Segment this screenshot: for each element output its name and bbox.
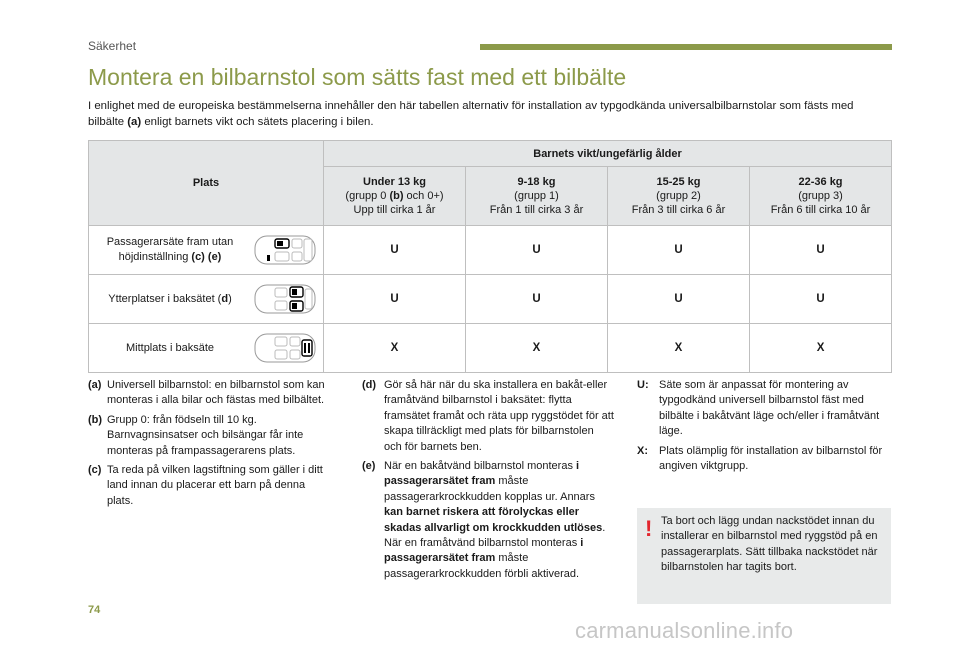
value-cell: X — [608, 324, 750, 373]
weight-grupp: (grupp 2) — [656, 190, 701, 202]
note-text-bold: i passagerarsätet fram — [384, 460, 580, 488]
notes-right — [637, 378, 891, 478]
value-cell: U — [324, 226, 466, 275]
warning-text: Ta bort och lägg undan nackstödet innan du installerar en bilbarnstol med ryggstöd på en passagerarplats. Sätt tillbaka nackstödet när bilbarnstolen har tagits bort. — [661, 515, 878, 574]
note-item — [88, 413, 328, 459]
weight-age: Från 1 till cirka 3 år — [489, 204, 584, 216]
table-row — [89, 275, 892, 324]
weight-grupp: (grupp 3) — [798, 190, 843, 202]
warning-icon: ! — [645, 516, 653, 541]
value-cell: U — [466, 226, 608, 275]
table-row — [89, 324, 892, 373]
place-label — [95, 235, 245, 265]
place-ref: (c) (e) — [191, 251, 222, 263]
note-text-part: måste passagerarkrockkudden förbli aktiverad. — [384, 552, 580, 580]
weight-kg: 15-25 kg — [656, 176, 701, 188]
place-cell — [89, 226, 324, 275]
car-rear-outer-seats-icon — [253, 281, 317, 317]
place-label — [95, 292, 245, 307]
place-line1: Ytterplatser i baksätet ( — [108, 292, 222, 305]
value-cell: U — [608, 275, 750, 324]
weight-grupp-ref: (b) — [389, 190, 404, 202]
note-key: (d) — [362, 379, 377, 391]
place-cell — [89, 275, 324, 324]
notes-left — [88, 378, 328, 513]
page-title: Montera en bilbarnstol som sätts fast med ett bilbälte — [88, 64, 627, 90]
note-text: Ta reda på vilken lagstiftning som gäller i ditt land innan du placerar ett barn på denna plats. — [107, 464, 323, 507]
note-text: Plats olämplig för installation av bilbarnstol för angiven viktgrupp. — [659, 444, 883, 473]
intro-paragraph — [88, 98, 888, 130]
place-line2: höjdinställning — [118, 251, 192, 263]
place-line1: Passagerarsäte fram utan — [106, 236, 234, 248]
place-ref: d — [221, 292, 229, 305]
plats-header: Plats — [89, 141, 324, 226]
value-cell: X — [750, 324, 892, 373]
car-front-passenger-icon — [253, 232, 317, 268]
note-text: Säte som är anpassat för montering av typgodkänd universell bilbarnstol fäst med bilbälte i bakåtvänt läge och/eller i framåtvänt läge. — [659, 379, 880, 438]
weight-col-0 — [324, 167, 466, 226]
note-key: U: — [637, 379, 649, 391]
notes-middle — [362, 378, 614, 586]
section-accent-bar — [480, 44, 892, 50]
note-text-part: måste passagerarkrockkudden kopplas ur. Annars — [384, 475, 595, 503]
weight-group-header: Barnets vikt/ungefärlig ålder — [324, 141, 892, 167]
note-text-bold: kan barnet riskera att förolyckas eller skadas allvarligt om krockkudden utlöses — [384, 506, 603, 534]
weight-age: Upp till cirka 1 år — [353, 204, 436, 216]
weight-col-2 — [608, 167, 750, 226]
place-label: Mittplats i baksäte — [125, 341, 215, 354]
child-seat-table — [88, 140, 892, 373]
note-item — [88, 463, 328, 509]
weight-grupp-post: och 0+) — [403, 190, 444, 202]
value-cell: U — [608, 226, 750, 275]
note-key: (e) — [362, 460, 376, 473]
note-key: X: — [637, 444, 648, 457]
weight-age: Från 6 till cirka 10 år — [770, 204, 871, 216]
note-item — [637, 378, 891, 440]
note-text: Grupp 0: från födseln till 10 kg. Barnvagnsinsatser och bilsängar får inte monteras på frampassagerarens plats. — [107, 413, 304, 457]
note-item — [637, 444, 891, 475]
value-cell: X — [324, 324, 466, 373]
note-text-part: När en bakåtvänd bilbarnstol monteras — [384, 460, 576, 473]
weight-col-1 — [466, 167, 608, 226]
note-item — [362, 378, 614, 455]
weight-grupp-pre: (grupp 0 — [345, 190, 390, 202]
intro-ref-a: (a) — [127, 116, 142, 128]
place-cell — [89, 324, 324, 373]
weight-grupp: (grupp 1) — [514, 190, 559, 202]
warning-box — [637, 508, 891, 604]
value-cell: U — [750, 226, 892, 275]
intro-line2-post: enligt barnets vikt och sätets placering i bilen. — [141, 116, 374, 128]
note-text: Universell bilbarnstol: en bilbarnstol som kan monteras i alla bilar och fästas med bilbältet. — [107, 379, 325, 407]
page-number: 74 — [88, 604, 101, 616]
note-key: (c) — [88, 464, 102, 477]
note-text: Gör så här när du ska installera en bakåt-eller framåtvänd bilbarnstol i baksätet: flytta framsätet framåt och räta upp ryggstödet för att skapa tillräckligt med plats för bilbarnstolen och för barnets ben. — [384, 379, 614, 453]
weight-kg: Under 13 kg — [363, 176, 426, 188]
place-post: ) — [228, 292, 232, 305]
value-cell: U — [324, 275, 466, 324]
car-rear-middle-seat-icon — [253, 330, 317, 366]
value-cell: X — [466, 324, 608, 373]
weight-col-3 — [750, 167, 892, 226]
note-key: (a) — [88, 379, 102, 391]
note-item — [88, 378, 328, 409]
value-cell: U — [466, 275, 608, 324]
intro-line1: I enlighet med de europeiska bestämmelserna innehåller den här tabellen alternativ för installation av typgodkända universalbilbarnstolar som fästs — [88, 100, 829, 112]
note-text-bold: i passagerarsätet fram — [384, 537, 584, 565]
note-key: (b) — [88, 413, 103, 426]
value-cell: U — [750, 275, 892, 324]
weight-age: Från 3 till cirka 6 år — [631, 204, 726, 216]
table-row — [89, 226, 892, 275]
note-text — [384, 459, 614, 582]
intro-line2-pre: med bilbälte — [88, 100, 854, 128]
section-label: Säkerhet — [88, 39, 137, 53]
weight-kg: 9-18 kg — [517, 176, 556, 188]
note-item — [362, 459, 614, 582]
watermark: carmanualsonline.info — [575, 618, 794, 643]
note-text-part: . När en framåtvänd bilbarnstol monteras — [384, 521, 606, 550]
weight-kg: 22-36 kg — [798, 176, 843, 188]
